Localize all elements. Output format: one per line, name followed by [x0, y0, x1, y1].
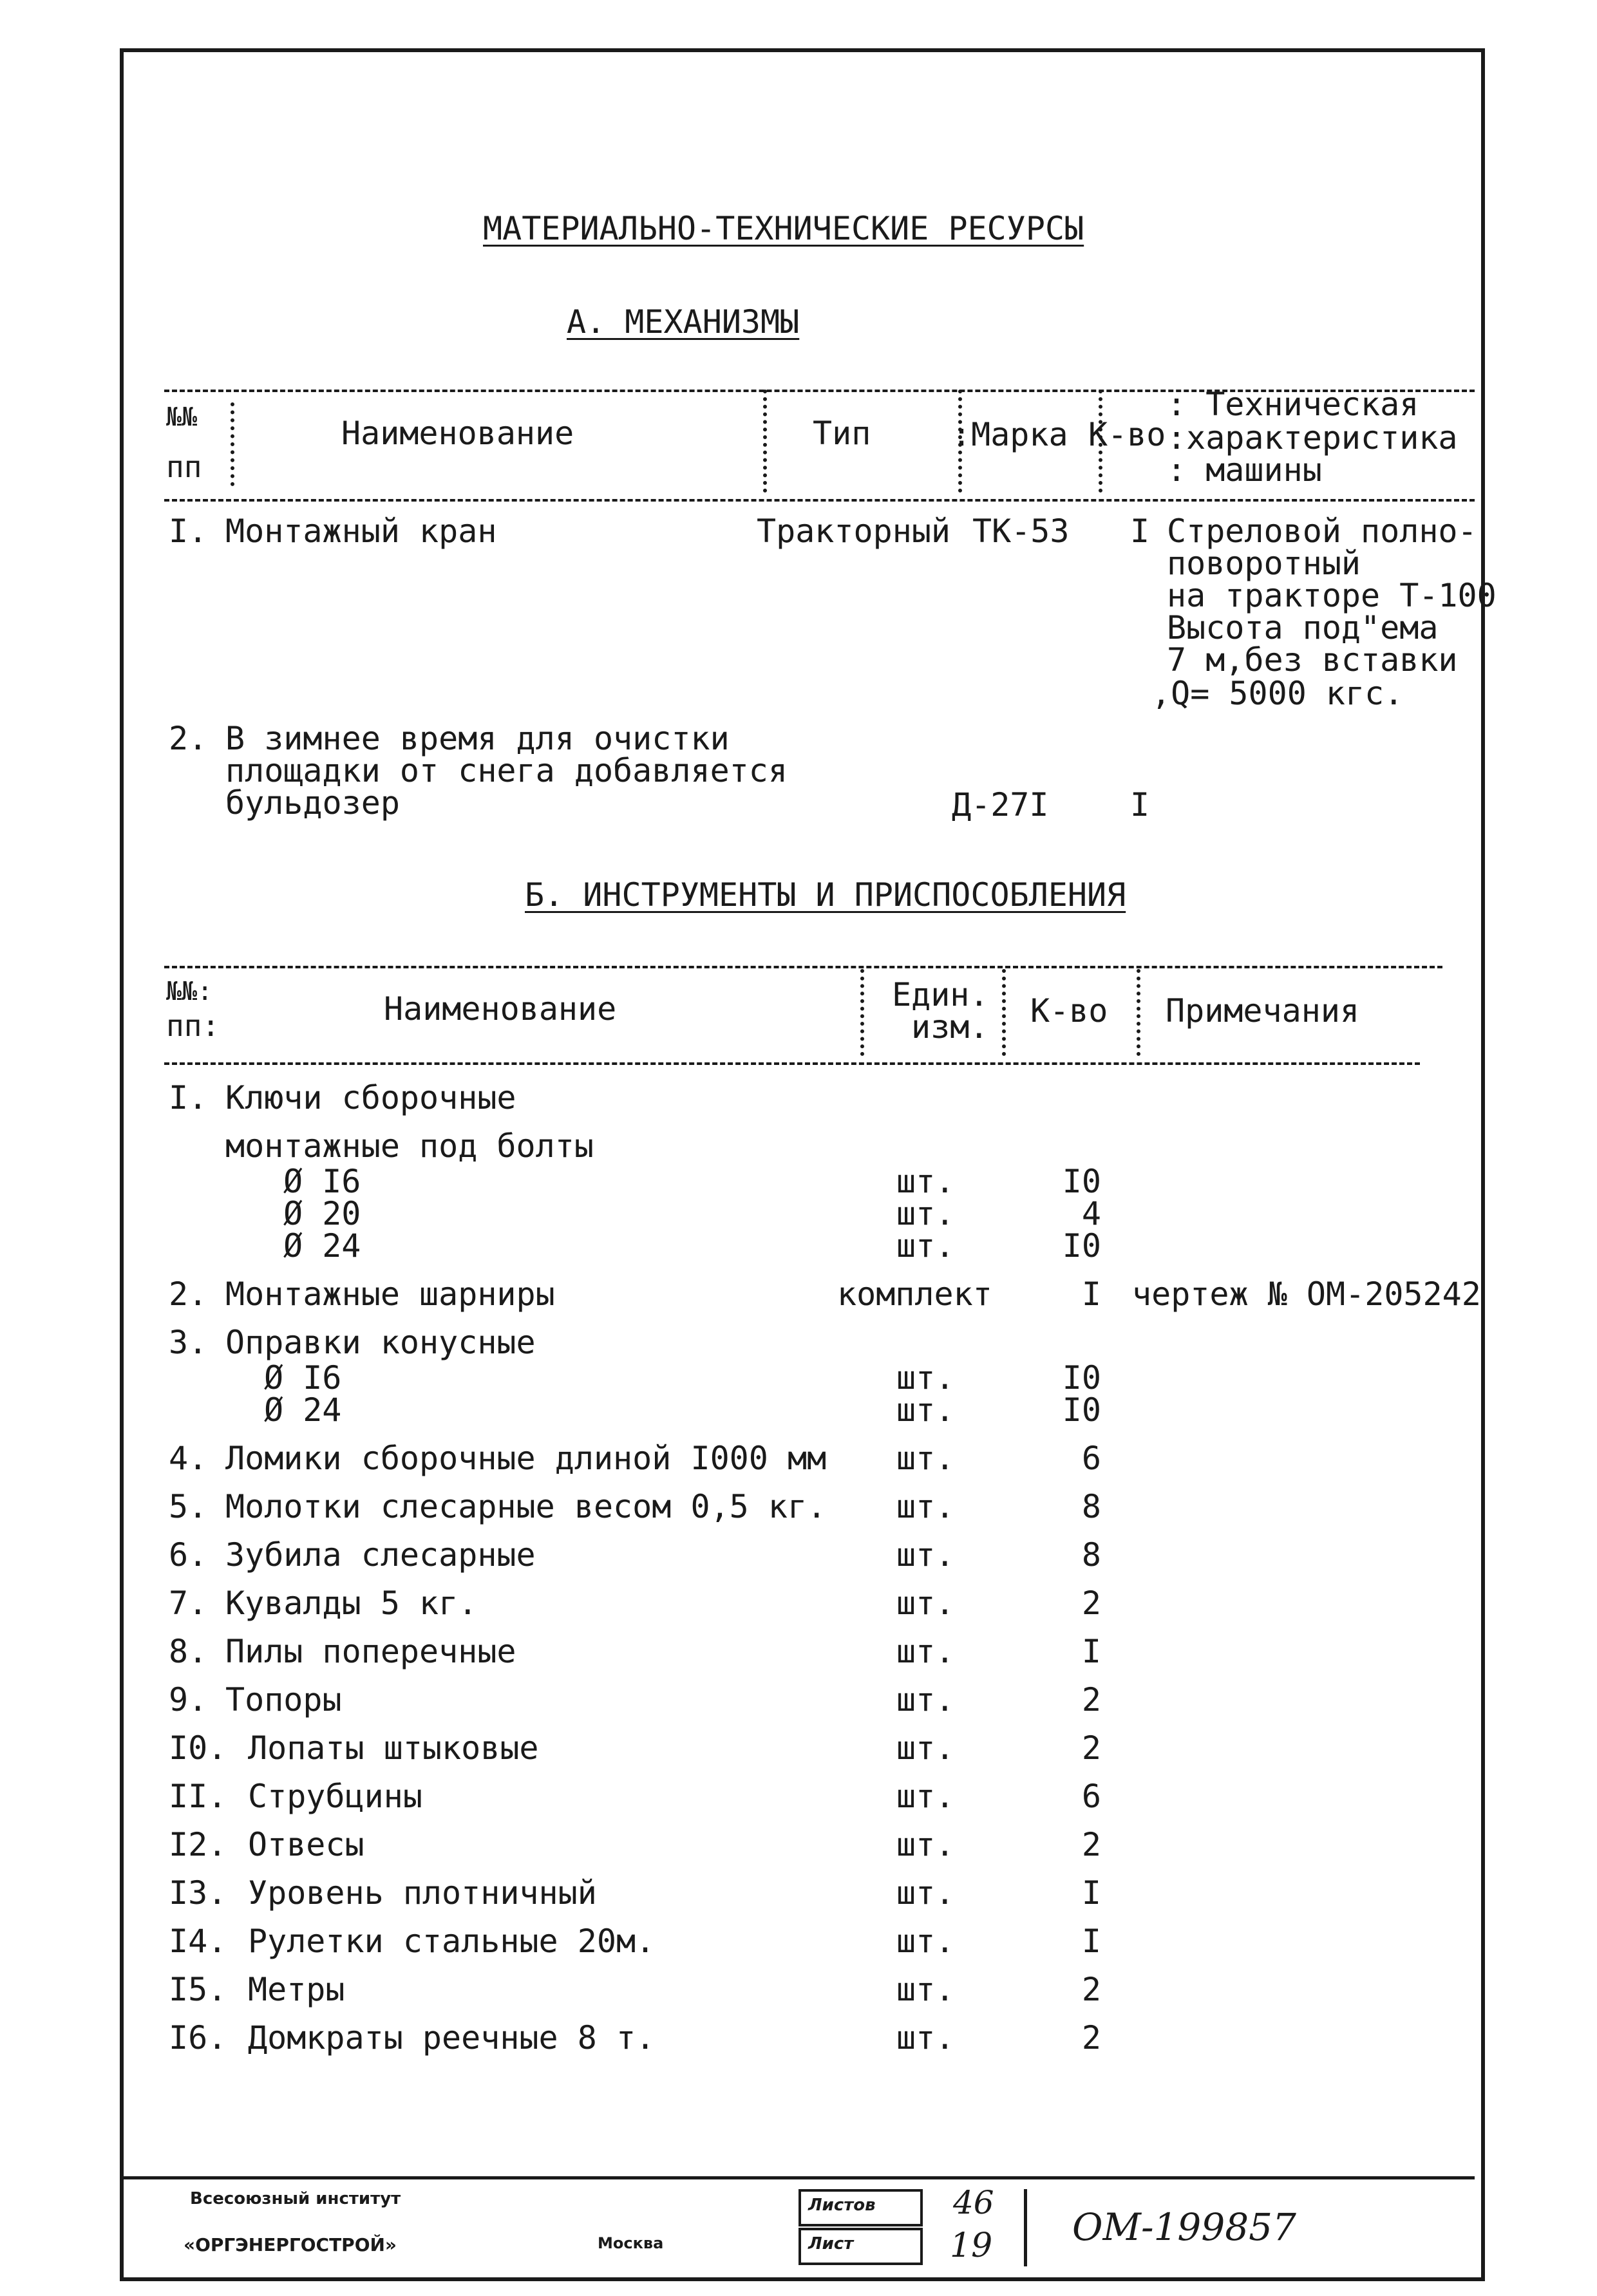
- row-qty: 2: [1081, 1681, 1101, 1718]
- row-qty: I0: [1062, 1163, 1101, 1200]
- row-unit: шт.: [896, 2019, 955, 2056]
- table-b-header-qty: К-во: [1030, 992, 1108, 1030]
- row-name: Пилы поперечные: [225, 1633, 516, 1670]
- table-b-divider: [860, 969, 864, 1056]
- row-name: Лопаты штыковые: [248, 1729, 539, 1767]
- row-name: Кувалды 5 кг.: [225, 1585, 478, 1622]
- table-b-header-num-1: №№:: [166, 977, 213, 1006]
- row-number: 6.: [169, 1536, 208, 1574]
- table-a-header-spec-3: : машины: [1167, 451, 1322, 489]
- row-unit: шт.: [896, 1440, 955, 1477]
- row-qty: 2: [1081, 1971, 1101, 2008]
- sheet-label: Лист: [808, 2234, 854, 2254]
- row-name: Уровень плотничный: [248, 1874, 597, 1912]
- city: Москва: [598, 2234, 664, 2252]
- table-b-top-rule: [164, 966, 1442, 968]
- row-qty: I: [1130, 786, 1150, 823]
- table-a-header-name: Наименование: [341, 415, 574, 452]
- row-number: 2.: [169, 720, 208, 757]
- institute-name: «ОРГЭНЕРГОСТРОЙ»: [184, 2234, 397, 2255]
- row-name: Ø 24: [283, 1227, 361, 1265]
- title-block-rule: [122, 2176, 1475, 2179]
- row-qty: I0: [1062, 1227, 1101, 1265]
- row-unit: шт.: [896, 1163, 955, 1200]
- row-unit: комплект: [837, 1275, 992, 1313]
- row-number: I5.: [169, 1971, 227, 2008]
- table-b-divider: [1002, 969, 1006, 1056]
- row-name-line: В зимнее время для очистки: [225, 720, 730, 757]
- table-a-header-spec-1: : Техническая: [1167, 386, 1419, 423]
- row-brand: ТК-53: [972, 513, 1070, 550]
- table-b-divider: [1137, 969, 1140, 1056]
- row-name: Ломики сборочные длиной I000 мм: [225, 1440, 827, 1477]
- row-name: Монтажный кран: [225, 513, 497, 550]
- row-number: 8.: [169, 1633, 208, 1670]
- row-qty: I: [1081, 1874, 1101, 1912]
- table-a-header-num-2: пп: [166, 449, 202, 484]
- row-number: I.: [169, 1079, 208, 1116]
- row-name: Молотки слесарные весом 0,5 кг.: [225, 1488, 827, 1525]
- table-a-divider: [1099, 390, 1102, 493]
- table-a-header-rule: [164, 499, 1475, 502]
- row-note: чертеж № ОМ-205242: [1132, 1275, 1481, 1313]
- row-unit: шт.: [896, 1778, 955, 1815]
- table-a-header-type: Тип: [813, 415, 871, 452]
- row-spec-line: Высота под"ема: [1167, 609, 1439, 646]
- table-a-header-spec-2: :характеристика: [1167, 419, 1458, 456]
- institute-name: Всесоюзный институт: [190, 2189, 401, 2208]
- sheets-value: 46: [953, 2184, 994, 2221]
- document-number: ОМ-199857: [1072, 2205, 1296, 2249]
- row-number: I6.: [169, 2019, 227, 2056]
- table-a-divider: [763, 390, 767, 493]
- table-b-header-rule: [164, 1062, 1420, 1065]
- row-unit: шт.: [896, 1633, 955, 1670]
- section-a-title: А. МЕХАНИЗМЫ: [567, 303, 800, 341]
- row-unit: шт.: [896, 1536, 955, 1574]
- row-unit: шт.: [896, 1971, 955, 2008]
- row-qty: I: [1081, 1923, 1101, 1960]
- row-name: Ø I6: [264, 1359, 342, 1397]
- table-b-header-num-2: пп:: [166, 1008, 220, 1043]
- row-name-line: бульдозер: [225, 784, 400, 822]
- row-qty: 6: [1081, 1440, 1101, 1477]
- row-spec-line: Стреловой полно-: [1167, 513, 1477, 550]
- row-qty: I: [1081, 1633, 1101, 1670]
- row-number: 5.: [169, 1488, 208, 1525]
- row-qty: 2: [1081, 1826, 1101, 1863]
- row-name: монтажные под болты: [225, 1127, 594, 1165]
- table-a-divider: [231, 402, 234, 486]
- row-spec-line: ,Q= 5000 кгс.: [1151, 675, 1404, 712]
- row-unit: шт.: [896, 1826, 955, 1863]
- row-name: Ø 24: [264, 1391, 342, 1429]
- row-type: Тракторный: [757, 513, 951, 550]
- row-number: 7.: [169, 1585, 208, 1622]
- row-unit: шт.: [896, 1227, 955, 1265]
- row-name: Ø 20: [283, 1195, 361, 1232]
- row-unit: шт.: [896, 1729, 955, 1767]
- row-qty: I0: [1062, 1359, 1101, 1397]
- row-qty: 2: [1081, 1729, 1101, 1767]
- row-name: Струбцины: [248, 1778, 422, 1815]
- row-name: Топоры: [225, 1681, 342, 1718]
- row-unit: шт.: [896, 1585, 955, 1622]
- row-qty: 8: [1081, 1536, 1101, 1574]
- row-name: Зубила слесарные: [225, 1536, 536, 1574]
- row-name: Ø I6: [283, 1163, 361, 1200]
- row-number: I.: [169, 513, 208, 550]
- row-qty: 6: [1081, 1778, 1101, 1815]
- row-spec-line: поворотный: [1167, 545, 1361, 582]
- row-name: Отвесы: [248, 1826, 364, 1863]
- row-name: Рулетки стальные 20м.: [248, 1923, 656, 1960]
- row-number: I4.: [169, 1923, 227, 1960]
- row-unit: шт.: [896, 1681, 955, 1718]
- row-unit: шт.: [896, 1923, 955, 1960]
- title-block-divider: [1024, 2189, 1027, 2266]
- row-qty: 4: [1081, 1195, 1101, 1232]
- row-qty: I: [1130, 513, 1150, 550]
- section-b-title: Б. ИНСТРУМЕНТЫ И ПРИСПОСОБЛЕНИЯ: [525, 876, 1126, 914]
- row-qty: 8: [1081, 1488, 1101, 1525]
- table-b-header-note: Примечания: [1166, 992, 1360, 1030]
- row-number: 9.: [169, 1681, 208, 1718]
- table-b-header-unit-2: изм.: [911, 1008, 989, 1046]
- row-number: 3.: [169, 1324, 208, 1361]
- row-spec-line: 7 м,без вставки: [1167, 641, 1458, 679]
- row-number: 4.: [169, 1440, 208, 1477]
- row-number: 2.: [169, 1275, 208, 1313]
- row-unit: шт.: [896, 1874, 955, 1912]
- row-qty: I0: [1062, 1391, 1101, 1429]
- row-name: Ключи сборочные: [225, 1079, 516, 1116]
- row-name: Метры: [248, 1971, 345, 2008]
- row-unit: шт.: [896, 1195, 955, 1232]
- row-unit: шт.: [896, 1488, 955, 1525]
- row-number: II.: [169, 1778, 227, 1815]
- page-title: МАТЕРИАЛЬНО-ТЕХНИЧЕСКИЕ РЕСУРСЫ: [483, 210, 1084, 247]
- sheet-value: 19: [950, 2226, 993, 2265]
- row-qty: 2: [1081, 2019, 1101, 2056]
- row-number: I0.: [169, 1729, 227, 1767]
- row-name: Домкраты реечные 8 т.: [248, 2019, 656, 2056]
- row-number: I2.: [169, 1826, 227, 1863]
- row-name: Оправки конусные: [225, 1324, 536, 1361]
- sheets-label: Листов: [808, 2196, 876, 2215]
- row-spec-line: на тракторе Т-100: [1167, 577, 1497, 614]
- row-brand: Д-27I: [952, 786, 1049, 823]
- row-qty: I: [1081, 1275, 1101, 1313]
- row-name: Монтажные шарниры: [225, 1275, 555, 1313]
- table-a-header-num-1: №№: [166, 402, 198, 432]
- table-b-header-unit-1: Един.: [892, 976, 989, 1013]
- table-b-header-name: Наименование: [384, 990, 617, 1028]
- table-a-header-brand: :Марка: [952, 416, 1068, 453]
- table-a-header-qty: К-во: [1088, 416, 1166, 453]
- row-unit: шт.: [896, 1391, 955, 1429]
- row-number: I3.: [169, 1874, 227, 1912]
- row-unit: шт.: [896, 1359, 955, 1397]
- row-qty: 2: [1081, 1585, 1101, 1622]
- row-name-line: площадки от снега добавляется: [225, 752, 788, 789]
